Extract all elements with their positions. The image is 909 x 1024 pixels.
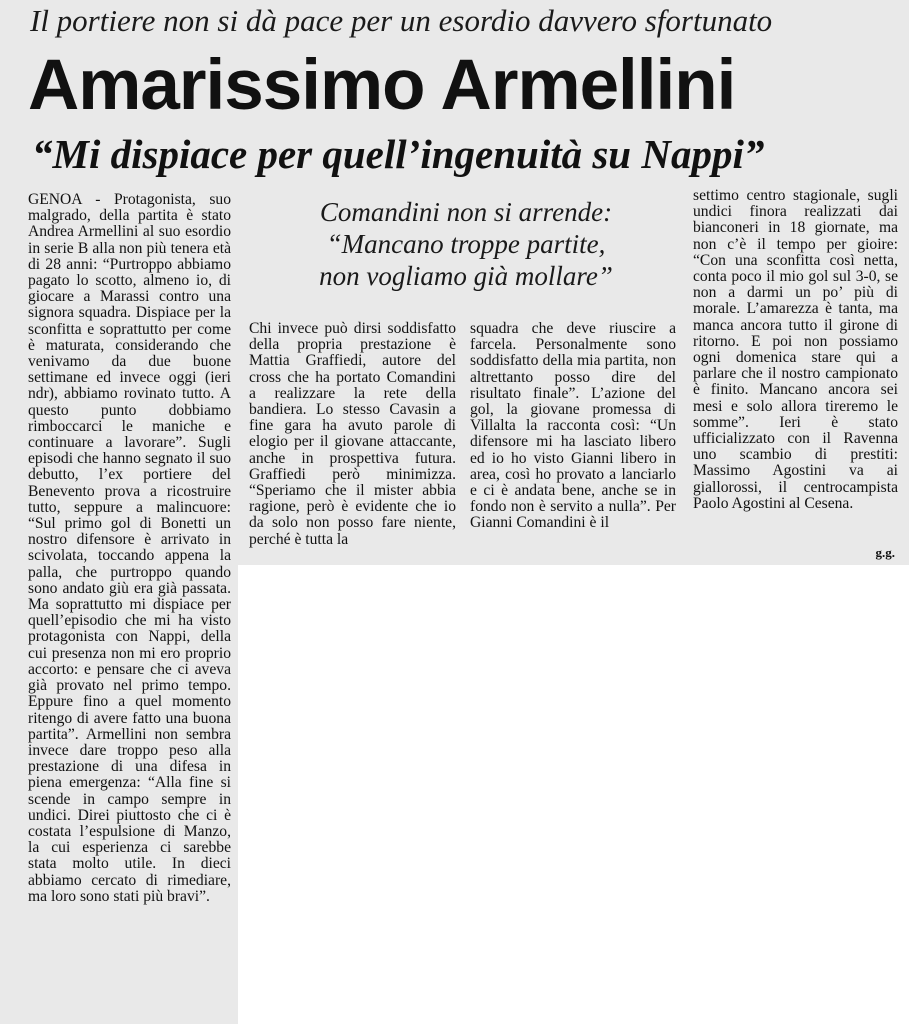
article-column-3 bbox=[470, 321, 676, 532]
column-1-text: GENOA - Protagonista, suo malgrado, della partita è stato Andrea Armellini al suo esordio in serie B alla non più tenera età di 28 anni: “Purtroppo abbiamo pagato lo scotto, almeno io, di giocare a Marassi contro una signora squadra. Dispiace per la sconfitta e soprattutto per come è maturata, considerando che venivamo da due buone settimane ed invece oggi (ieri ndr), abbiamo rovinato tutto. A questo punto dobbiamo rimboccarci le maniche e continuare a lavorare”. Sugli episodi che hanno segnato il suo debutto, l’ex portiere del Benevento prova a ricostruire tutto, seppure a malincuore: “Sul primo gol di Bonetti un nostro difensore è arrivato in scivolata, toccando appena la palla, che purtroppo quando sono andato giù era già passata. Ma soprattutto mi dispiace per quell’episodio che mi ha visto protagonista con Nappi, della cui presenza non mi ero proprio accorto: e pensare che ci aveva già provato nel primo tempo. Eppure fino a quel momento ritengo di avere fatto una buona partita”. Armellini non sembra invece dare troppo peso alla prestazione di una difesa in piena emergenza: “Alla fine si scende in campo sempre in undici. Direi piuttosto che ci è costata l’espulsione di Manzo, la cui esperienza ci sarebbe stata molto utile. In dieci abbiamo cercato di rimediare, ma loro sono stati più bravi”. bbox=[28, 191, 231, 905]
sidebar-headline bbox=[246, 196, 686, 292]
article-subheadline: “Mi dispiace per quell’ingenuità su Nappi” bbox=[32, 131, 765, 177]
article-column-4 bbox=[693, 188, 898, 512]
article-column-1 bbox=[28, 192, 231, 905]
author-signature: g.g. bbox=[875, 545, 895, 560]
column-4-text: settimo centro stagionale, sugli undici finora realizzati dai bianconeri in 18 giornate, ma non c’è il tempo per gioire: “Con una sconfitta così netta, conta poco il mio gol sul 3-0, se non a darmi un po’ più di morale. L’amarezza è tanta, ma manca ancora tutto il girone di ritorno. E poi non possiamo ogni domenica stare qui a parlare che il nostro campionato è finito. Mancano ancora sei mesi e solo allora tireremo le somme”. Ieri è stato ufficializzato con il Ravenna uno scambio di prestiti: Massimo Agostini va ai giallorossi, il centrocampista Paolo Agostini al Cesena. bbox=[693, 187, 898, 512]
column-3-text: squadra che deve riuscire a farcela. Personalmente sono soddisfatto della mia partita, non altrettanto posso dire del risultato finale”. L’azione del gol, la giovane promessa di Villalta la racconta così: “Un difensore mi ha lasciato libero ed io ho visto Gianni libero in area, così ho provato a lanciarlo e ci è andata bene, anche se in fondo non è servito a nulla”. Per Gianni Comandini è il bbox=[470, 320, 676, 532]
article-headline: Amarissimo Armellini bbox=[28, 46, 736, 125]
column-2-text: Chi invece può dirsi soddisfatto della propria prestazione è Mattia Graffiedi, autore del cross che ha portato Comandini a realizzare la rete della bandiera. Lo stesso Cavasin a fine gara ha avuto parole di elogio per il giovane attaccante, anche in prospettiva futura. Graffiedi però minimizza. “Speriamo che il mister abbia ragione, però è evidente che io da solo non posso fare niente, perché è tutta la bbox=[249, 320, 456, 548]
sidebar-headline-line-1: Comandini non si arrende: bbox=[319, 197, 613, 227]
sidebar-headline-line-3: non vogliamo già mollare” bbox=[319, 261, 613, 291]
article-kicker: Il portiere non si dà pace per un esordio davvero sfortunato bbox=[30, 3, 773, 38]
article-column-2 bbox=[249, 321, 456, 548]
sidebar-headline-line-2: “Mancano troppe partite, bbox=[326, 229, 606, 259]
